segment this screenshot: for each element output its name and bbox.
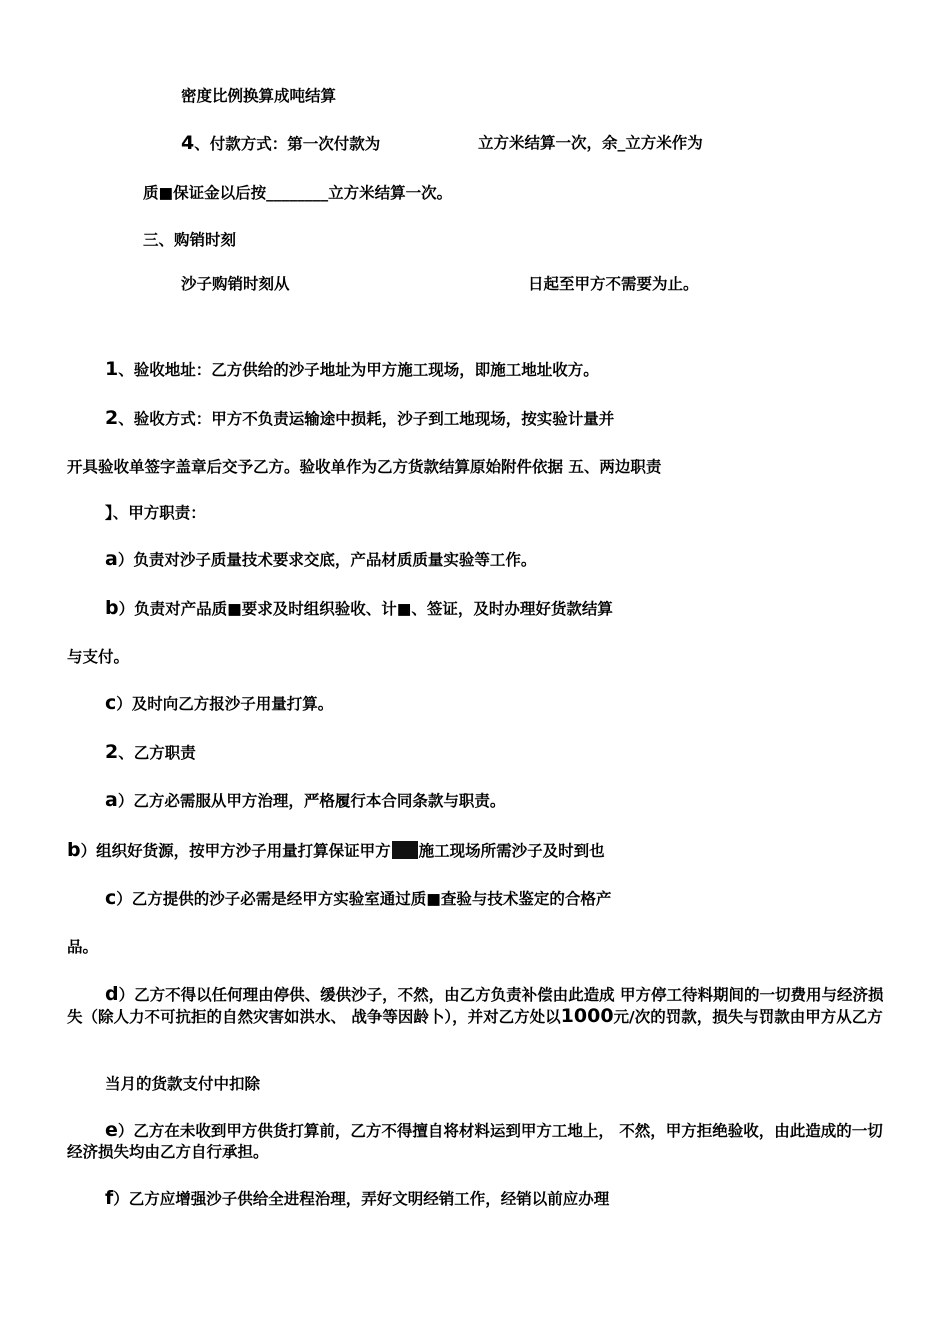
text-line-12: 与支付。 [67,648,130,666]
redaction-block [392,841,418,859]
text-line-3: 质■保证金以后按________立方米结算一次。 [143,184,453,202]
text-line-1: 密度比例换算成吨结算 [181,87,337,105]
text-line-15: a）乙方必需服从甲方治理，严格履行本合同条款与职责。 [105,789,506,811]
text-line-11: b）负责对产品质■要求及时组织验收、计■、签证，及时办理好货款结算 [105,597,613,619]
text-line-16: b）组织好货源，按甲方沙子用量打算保证甲方 施工现场所需沙子及时到也 [67,839,605,861]
text-paragraph-19: d）乙方不得以任何理由停供、缓供沙子，不然，由乙方负责补偿由此造成 甲方停工待料期间的一切费用与经济损失（除人力不可抗拒的自然灾害如洪水、 战争等因龄卜），并对乙方处以1000元/次的罚款，损失与罚款由甲方从乙方 [67,983,884,1027]
section-heading-purchase-time: 三、购销时刻 [143,231,237,249]
text-line-2a: 4、付款方式：第一次付款为 [181,132,381,154]
text-line-13: c）及时向乙方报沙子用量打算。 [105,692,334,714]
text-line-6: 1、验收地址：乙方供给的沙子地址为甲方施工现场，即施工地址收方。 [105,358,599,380]
text-line-8: 开具验收单签字盖章后交予乙方。验收单作为乙方货款结算原始附件依据 五、两边职责 [67,458,662,476]
text-line-17: c）乙方提供的沙子必需是经甲方实验室通过质■查验与技术鉴定的合格产 [105,887,612,909]
text-line-22: f）乙方应增强沙子供给全进程治理，弄好文明经销工作，经销以前应办理 [105,1187,610,1209]
text-line-14: 2、乙方职责 [105,741,196,763]
text-line-5a: 沙子购销时刻从 [181,275,290,293]
text-line-7: 2、验收方式：甲方不负责运输途中损耗，沙子到工地现场，按实验计量并 [105,407,615,429]
text-line-9: 】、甲方职责： [105,504,206,522]
text-line-5b: 日起至甲方不需要为止。 [528,275,699,293]
text-line-10: a）负责对沙子质量技术要求交底，产品材质质量实验等工作。 [105,548,537,570]
text-paragraph-21: e）乙方在未收到甲方供货打算前，乙方不得擅自将材料运到甲方工地上， 不然，甲方拒绝验收，由此造成的一切经济损失均由乙方自行承担。 [67,1119,883,1161]
text-line-18: 品。 [67,938,99,956]
text-line-2b: 立方米结算一次，余_立方米作为 [478,134,703,152]
text-line-20: 当月的货款支付中扣除 [105,1075,261,1093]
